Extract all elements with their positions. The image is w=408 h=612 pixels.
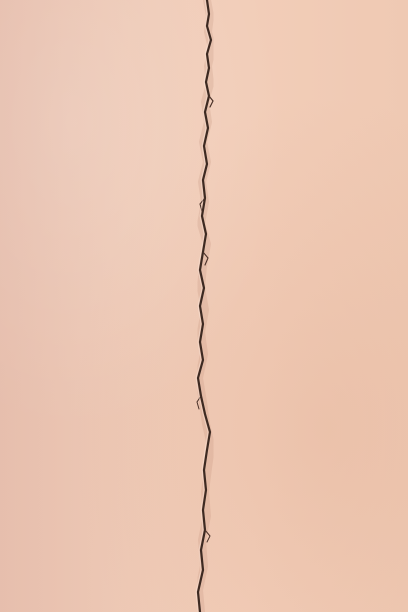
crack-branch-1	[209, 96, 213, 107]
